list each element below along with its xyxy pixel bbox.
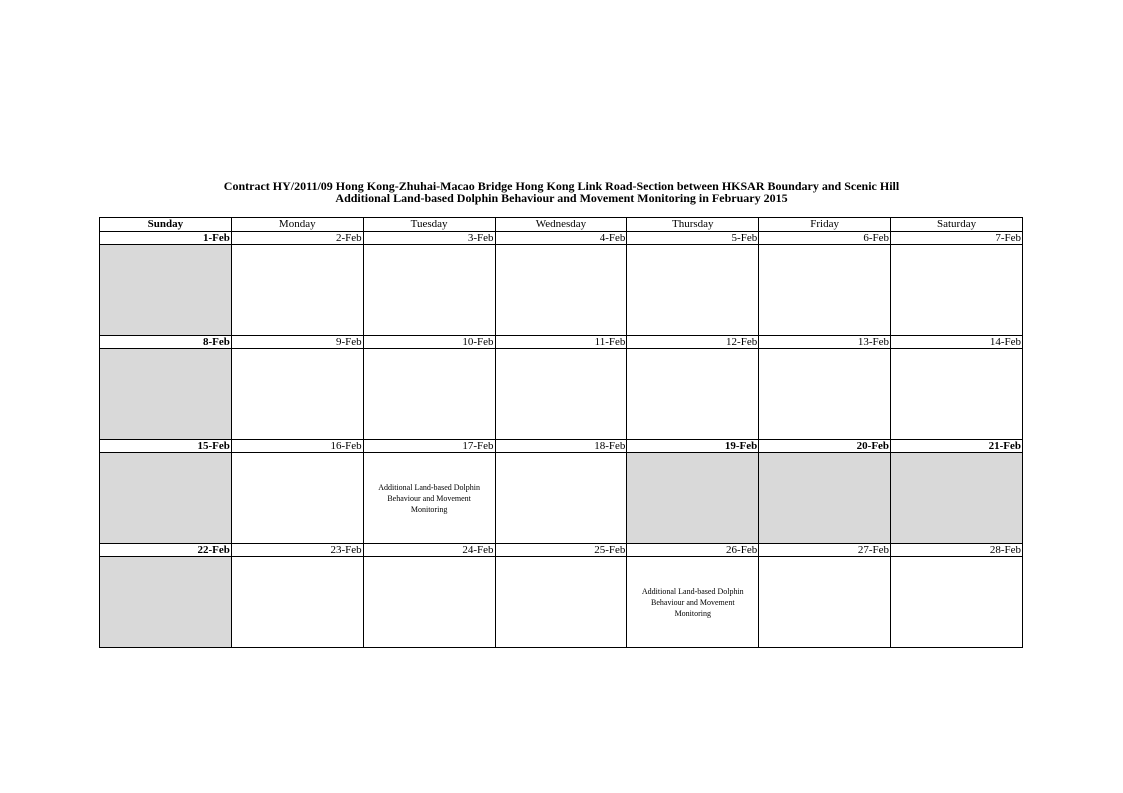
day-cell <box>231 557 363 648</box>
date-cell: 16-Feb <box>231 440 363 453</box>
title-line-1: Contract HY/2011/09 Hong Kong-Zhuhai-Macao Bridge Hong Kong Link Road-Section between HKSAR Boundary and Scenic Hill <box>223 179 900 193</box>
weekday-header: Tuesday <box>363 218 495 232</box>
date-cell: 27-Feb <box>759 544 891 557</box>
weekday-header: Wednesday <box>495 218 627 232</box>
date-cell: 12-Feb <box>627 336 759 349</box>
date-cell: 24-Feb <box>363 544 495 557</box>
date-cell: 22-Feb <box>100 544 232 557</box>
date-cell: 3-Feb <box>363 232 495 245</box>
day-cell <box>759 245 891 336</box>
day-cell <box>759 453 891 544</box>
event-text: Additional Land-based Dolphin Behaviour and Movement Monitoring <box>378 482 480 514</box>
week-4-body-row <box>100 557 1023 648</box>
date-cell: 6-Feb <box>759 232 891 245</box>
weekday-header: Friday <box>759 218 891 232</box>
title-line-2: Additional Land-based Dolphin Behaviour and Movement Monitoring in February 2015 <box>335 191 788 205</box>
date-cell: 5-Feb <box>627 232 759 245</box>
day-cell <box>627 349 759 440</box>
week-1-body-row <box>100 245 1023 336</box>
day-cell <box>627 245 759 336</box>
week-1-date-row <box>100 232 1023 245</box>
date-cell: 10-Feb <box>363 336 495 349</box>
weekday-header: Thursday <box>627 218 759 232</box>
date-cell: 13-Feb <box>759 336 891 349</box>
day-cell <box>231 453 363 544</box>
day-cell <box>363 245 495 336</box>
date-cell: 17-Feb <box>363 440 495 453</box>
date-cell: 21-Feb <box>891 440 1023 453</box>
day-cell <box>891 557 1023 648</box>
day-cell <box>363 453 495 544</box>
day-cell <box>495 453 627 544</box>
weekday-header: Sunday <box>100 218 232 232</box>
weekday-header: Monday <box>231 218 363 232</box>
date-cell: 20-Feb <box>759 440 891 453</box>
day-cell <box>231 349 363 440</box>
date-cell: 18-Feb <box>495 440 627 453</box>
day-cell <box>100 349 232 440</box>
day-cell <box>759 349 891 440</box>
day-cell <box>627 557 759 648</box>
week-2-body-row <box>100 349 1023 440</box>
date-cell: 1-Feb <box>100 232 232 245</box>
day-cell <box>100 245 232 336</box>
event-text: Additional Land-based Dolphin Behaviour and Movement Monitoring <box>641 586 744 618</box>
day-cell <box>495 557 627 648</box>
week-2-date-row <box>100 336 1023 349</box>
date-cell: 14-Feb <box>891 336 1023 349</box>
date-cell: 26-Feb <box>627 544 759 557</box>
day-cell <box>891 453 1023 544</box>
week-3-date-row <box>100 440 1023 453</box>
day-cell <box>759 557 891 648</box>
week-3-body-row <box>100 453 1023 544</box>
date-cell: 19-Feb <box>627 440 759 453</box>
date-cell: 15-Feb <box>100 440 232 453</box>
weekday-header-row <box>100 218 1023 232</box>
date-cell: 11-Feb <box>495 336 627 349</box>
day-cell <box>891 349 1023 440</box>
date-cell: 23-Feb <box>231 544 363 557</box>
day-cell <box>363 557 495 648</box>
day-cell <box>231 245 363 336</box>
date-cell: 4-Feb <box>495 232 627 245</box>
day-cell <box>627 453 759 544</box>
day-cell <box>363 349 495 440</box>
date-cell: 25-Feb <box>495 544 627 557</box>
date-cell: 2-Feb <box>231 232 363 245</box>
week-4-date-row <box>100 544 1023 557</box>
day-cell <box>495 245 627 336</box>
day-cell <box>100 557 232 648</box>
weekday-header: Saturday <box>891 218 1023 232</box>
day-cell <box>100 453 232 544</box>
day-cell <box>891 245 1023 336</box>
document-title <box>0 180 1123 204</box>
date-cell: 9-Feb <box>231 336 363 349</box>
day-cell <box>495 349 627 440</box>
date-cell: 7-Feb <box>891 232 1023 245</box>
date-cell: 28-Feb <box>891 544 1023 557</box>
date-cell: 8-Feb <box>100 336 232 349</box>
calendar-table <box>99 217 1023 648</box>
